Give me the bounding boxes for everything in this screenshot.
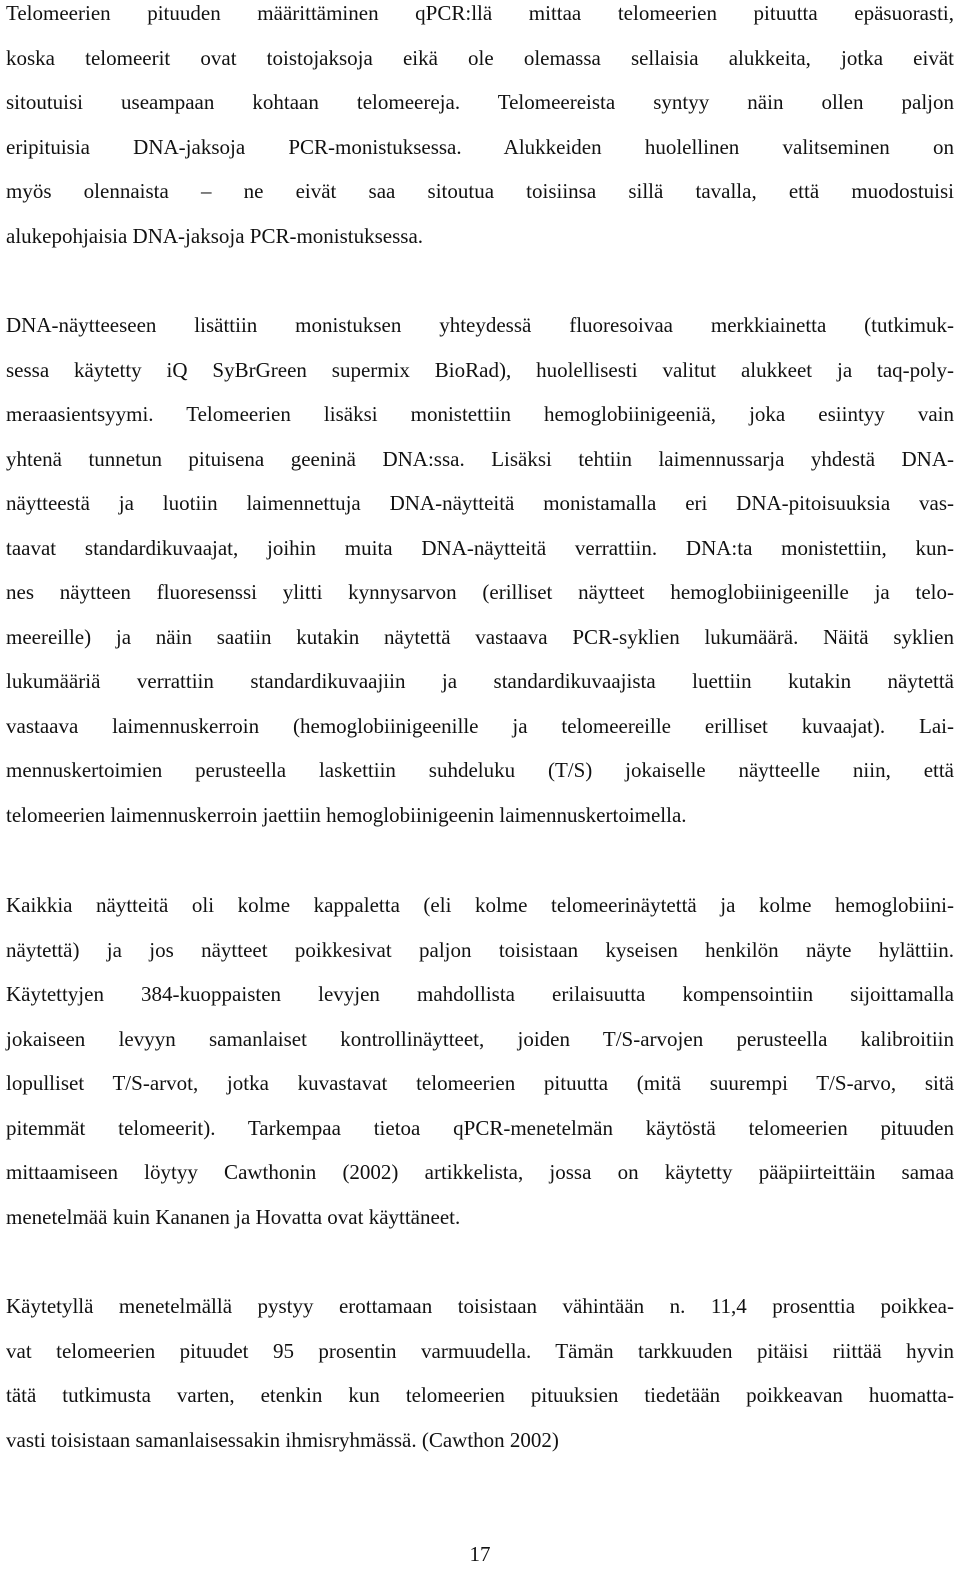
text-line: näytteestä ja luotiin laimennettuja DNA-näytteitä monistamalla eri DNA-pitoisuuksia vas- xyxy=(6,491,954,515)
text-line: telomeerien laimennuskerroin jaettiin hemoglobiinigeenin laimennuskertoimella. xyxy=(6,802,687,827)
text-line: menetelmää kuin Kananen ja Hovatta ovat käyttäneet. xyxy=(6,1204,461,1229)
text-line: vastaava laimennuskerroin (hemoglobiinigeenille ja telomeereille erilliset kuvaajat). Lai- xyxy=(6,713,954,738)
text-line: vasti toisistaan samanlaisessakin ihmisryhmässä. (Cawthon 2002) xyxy=(6,1427,559,1452)
text-line: vat telomeerien pituudet 95 prosentin varmuudella. Tämän tarkkuuden pitäisi riittää hyvin xyxy=(6,1338,954,1363)
text-line: Käytetyllä menetelmällä pystyy erottamaan toisistaan vähintään n. 11,4 prosenttia poikkea- xyxy=(6,1294,954,1318)
paragraph-2 xyxy=(6,312,954,846)
paragraph-3 xyxy=(6,892,954,1248)
text-line: lukumääriä verrattiin standardikuvaajiin ja standardikuvaajista luettiin kutakin näytettä xyxy=(6,669,954,693)
text-line: meereille) ja näin saatiin kutakin näytettä vastaava PCR-syklien lukumäärä. Näitä syklien xyxy=(6,624,954,649)
text-line: jokaiseen levyyn samanlaiset kontrollinäytteet, joiden T/S-arvojen perusteella kalibroitiin xyxy=(6,1026,954,1051)
text-line: tätä tutkimusta varten, etenkin kun telomeerien pituuksien tiedetään poikkeavan huomatta- xyxy=(6,1383,954,1407)
text-line: lopulliset T/S-arvot, jotka kuvastavat telomeerien pituutta (mitä suurempi T/S-arvo, sitä xyxy=(6,1071,954,1095)
text-line: myös olennaista – ne eivät saa sitoutua toisiinsa sillä tavalla, että muodostuisi xyxy=(6,179,954,203)
paragraph-4 xyxy=(6,1293,954,1471)
text-line: sessa käytetty iQ SyBrGreen supermix BioRad), huolellisesti valitut alukkeet ja taq-poly- xyxy=(6,357,954,382)
text-line: pitemmät telomeerit). Tarkempaa tietoa qPCR-menetelmän käytöstä telomeerien pituuden xyxy=(6,1115,954,1140)
text-line: Kaikkia näytteitä oli kolme kappaletta (eli kolme telomeerinäytettä ja kolme hemoglobiini- xyxy=(6,893,954,917)
paragraph-1 xyxy=(6,0,954,267)
text-line: meraasientsyymi. Telomeerien lisäksi monistettiin hemoglobiinigeeniä, joka esiintyy vain xyxy=(6,402,954,426)
text-line: koska telomeerit ovat toistojaksoja eikä ole olemassa sellaisia alukkeita, jotka eivät xyxy=(6,45,954,70)
text-line: näytettä) ja jos näytteet poikkesivat paljon toisistaan kyseisen henkilön näyte hylättiin. xyxy=(6,937,954,962)
page-number: 17 xyxy=(469,1542,491,1566)
text-line: mennuskertoimien perusteella laskettiin suhdeluku (T/S) jokaiselle näytteelle niin, että xyxy=(6,758,954,782)
text-line: mittaamiseen löytyy Cawthonin (2002) artikkelista, jossa on käytetty pääpiirteittäin samaa xyxy=(6,1160,954,1184)
text-line: nes näytteen fluoresenssi ylitti kynnysarvon (erilliset näytteet hemoglobiinigeenille ja telo- xyxy=(6,580,954,604)
text-line: DNA-näytteeseen lisättiin monistuksen yhteydessä fluoresoivaa merkkiainetta (tutkimuk- xyxy=(6,313,954,337)
text-line: alukepohjaisia DNA-jaksoja PCR-monistuksessa. xyxy=(6,223,424,248)
text-line: sitoutuisi useampaan kohtaan telomeereja. Telomeereista syntyy näin ollen paljon xyxy=(6,90,954,114)
text-line: Telomeerien pituuden määrittäminen qPCR:llä mittaa telomeerien pituutta epäsuorasti, xyxy=(6,1,954,25)
text-line: eripituisia DNA-jaksoja PCR-monistuksessa. Alukkeiden huolellinen valitseminen on xyxy=(6,134,954,159)
text-line: taavat standardikuvaajat, joihin muita DNA-näytteitä verrattiin. DNA:ta monistettiin, kun- xyxy=(6,535,954,560)
text-line: yhtenä tunnetun pituisena geeninä DNA:ssa. Lisäksi tehtiin laimennussarja yhdestä DNA- xyxy=(6,446,954,471)
text-line: Käytettyjen 384-kuoppaisten levyjen mahdollista erilaisuutta kompensointiin sijoittamalla xyxy=(6,982,954,1006)
